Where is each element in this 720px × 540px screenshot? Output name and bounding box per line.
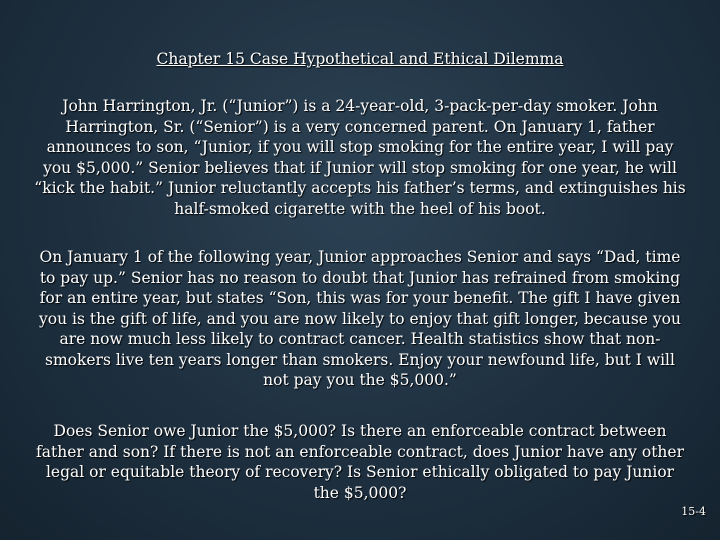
case-paragraph-questions: Does Senior owe Junior the $5,000? Is there an enforceable contract between father and son? If there is not an enforceable contract, does Junior have any other legal or equitable theory of recovery? Is Senior ethically obligated to pay Junior the $5,000? — [36, 422, 684, 502]
case-paragraph-dispute: On January 1 of the following year, Junior approaches Senior and says “Dad, time to pay up.” Senior has no reason to doubt that Junior has refrained from smoking for an entire year, but states “Son, this was for your benefit. The gift I have given you is the gift of life, and you are now likely to enjoy that gift longer, because you are now much less likely to contract cancer. Health statistics show that non-smokers live ten years longer than smokers. Enjoy your newfound life, but I will not pay you the $5,000.” — [39, 248, 681, 389]
slide-title: Chapter 15 Case Hypothetical and Ethical Dilemma — [156, 50, 564, 68]
slide-number: 15-4 — [681, 505, 706, 518]
case-paragraph-facts: John Harrington, Jr. (“Junior”) is a 24-year-old, 3-pack-per-day smoker. John Harrington, Sr. (“Senior”) is a very concerned parent. On January 1, father announces to son, “Junior, if you will stop smoking for the entire year, I will pay you $5,000.” Senior believes that if Junior will stop smoking for one year, he will “kick the habit.” Junior reluctantly accepts his father’s terms, and extinguishes his half-smoked cigarette with the heel of his boot. — [34, 97, 686, 218]
